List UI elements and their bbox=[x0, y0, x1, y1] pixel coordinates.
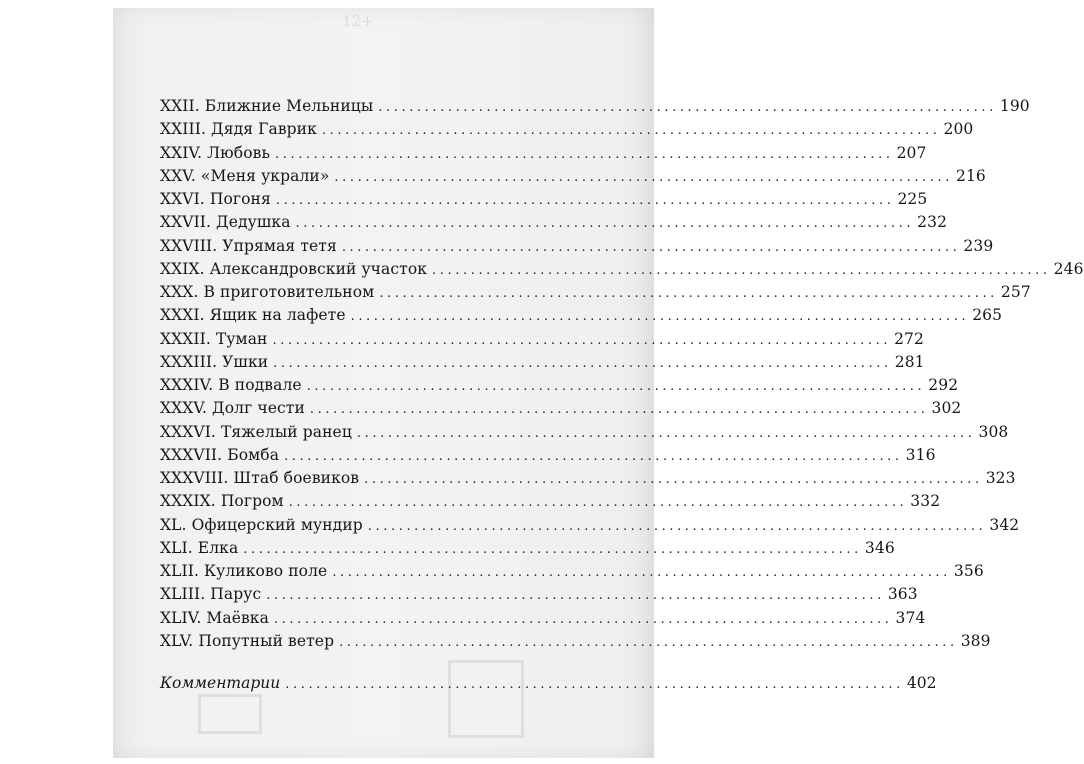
toc-entry-page-number: 207 bbox=[896, 143, 927, 162]
dot-leader: ................................................................................ bbox=[273, 611, 893, 627]
dot-leader: ................................................................................ bbox=[432, 262, 1051, 278]
dot-leader: ................................................................................ bbox=[309, 402, 929, 418]
dot-leader: ................................................................................ bbox=[321, 123, 941, 139]
dot-leader: ................................................................................ bbox=[273, 355, 892, 371]
dot-leader: ................................................................................ bbox=[350, 309, 970, 325]
dot-leader: ................................................................................ bbox=[378, 100, 997, 115]
toc-entry-title: XXXVI. Тяжелый ранец bbox=[160, 422, 352, 441]
toc-entry[interactable] bbox=[160, 120, 974, 143]
toc-entry[interactable] bbox=[160, 306, 1003, 329]
toc-entry[interactable] bbox=[160, 492, 941, 515]
toc-entry-title: XLI. Елка bbox=[160, 538, 239, 557]
toc-entry-title: XXXIV. В подвале bbox=[160, 376, 302, 394]
toc-entry-page-number: 402 bbox=[906, 674, 937, 692]
toc-entry-title: XLV. Попутный ветер bbox=[160, 631, 335, 650]
dot-leader: ................................................................................ bbox=[341, 239, 961, 255]
toc-entry-title: XXXV. Долг чести bbox=[160, 399, 305, 418]
dot-leader: ................................................................................ bbox=[332, 565, 951, 580]
toc-entry[interactable] bbox=[160, 352, 925, 376]
toc-entry[interactable] bbox=[160, 213, 948, 236]
toc-entry-page-number: 216 bbox=[956, 166, 986, 185]
toc-entry-title: XXVI. Погоня bbox=[160, 190, 271, 208]
toc-entry-page-number: 281 bbox=[894, 352, 925, 371]
toc-entry[interactable] bbox=[160, 445, 936, 469]
toc-entry-page-number: 323 bbox=[985, 469, 1016, 487]
toc-entry-title: XXXVIII. Штаб боевиков bbox=[160, 469, 360, 487]
toc-entry-title: Комментарии bbox=[160, 674, 281, 692]
toc-entry[interactable] bbox=[160, 190, 928, 213]
toc-entry[interactable] bbox=[160, 422, 1009, 446]
toc-entry[interactable] bbox=[160, 283, 1031, 306]
dot-leader: ................................................................................ bbox=[275, 193, 895, 208]
toc-entry-page-number: 292 bbox=[928, 376, 959, 394]
toc-entry-title: XXIX. Александровский участок bbox=[160, 259, 428, 278]
dot-leader: ................................................................................ bbox=[306, 379, 926, 394]
toc-entry-title: XXX. В приготовительном bbox=[160, 283, 375, 301]
toc-entry-title: XXVIII. Упрямая тетя bbox=[160, 236, 337, 255]
toc-entry[interactable] bbox=[160, 608, 926, 632]
toc-entry-page-number: 316 bbox=[905, 445, 936, 464]
toc-entry[interactable] bbox=[160, 469, 1016, 492]
toc-entry[interactable] bbox=[160, 631, 991, 655]
toc-entry[interactable] bbox=[160, 97, 1030, 120]
show-through-barcode-mark bbox=[198, 694, 262, 734]
dot-leader: ................................................................................ bbox=[275, 146, 894, 162]
toc-entry[interactable] bbox=[160, 166, 986, 190]
dot-leader: ................................................................................ bbox=[367, 518, 987, 534]
toc-entry-title: XLIV. Маёвка bbox=[160, 608, 269, 627]
dot-leader: ................................................................................ bbox=[266, 588, 885, 604]
toc-entry[interactable] bbox=[160, 399, 962, 422]
dot-leader: ................................................................................ bbox=[284, 448, 903, 464]
toc-entry-page-number: 342 bbox=[989, 515, 1020, 534]
show-through-logo-mark bbox=[448, 660, 524, 738]
dot-leader: ................................................................................ bbox=[243, 541, 862, 557]
toc-entry-title: XXXI. Ящик на лафете bbox=[160, 306, 346, 325]
toc-entry-page-number: 225 bbox=[897, 190, 928, 208]
toc-entry-page-number: 257 bbox=[1000, 283, 1031, 301]
toc-entry-page-number: 302 bbox=[931, 399, 962, 418]
toc-entry-page-number: 265 bbox=[972, 306, 1003, 325]
dot-leader: ................................................................................ bbox=[339, 634, 958, 650]
toc-entry-page-number: 389 bbox=[960, 631, 991, 650]
toc-entry[interactable] bbox=[160, 236, 994, 260]
toc-entry-title: XL. Офицерский мундир bbox=[160, 515, 363, 534]
toc-entry[interactable] bbox=[160, 376, 959, 399]
toc-entry[interactable] bbox=[160, 143, 927, 167]
toc-entry-page-number: 308 bbox=[978, 422, 1009, 441]
toc-entry-title: XXV. «Меня украли» bbox=[160, 166, 330, 185]
toc-entry[interactable] bbox=[160, 259, 1084, 283]
toc-entry-commentary[interactable] bbox=[160, 674, 937, 692]
toc-entry-page-number: 232 bbox=[917, 213, 948, 232]
show-through-age-mark: 12+ bbox=[342, 12, 374, 30]
toc-entry-page-number: 374 bbox=[895, 608, 926, 627]
toc-entry-title: XXXIII. Ушки bbox=[160, 352, 269, 371]
toc-entry-title: XXXII. Туман bbox=[160, 329, 268, 348]
table-of-contents bbox=[160, 97, 1084, 655]
dot-leader: ................................................................................ bbox=[295, 216, 915, 232]
toc-entry-title: XXIII. Дядя Гаврик bbox=[160, 120, 317, 139]
toc-entry[interactable] bbox=[160, 329, 924, 353]
toc-entry[interactable] bbox=[160, 538, 895, 562]
dot-leader: ................................................................................ bbox=[379, 286, 998, 301]
toc-entry-title: XLIII. Парус bbox=[160, 585, 262, 604]
dot-leader: ................................................................................ bbox=[334, 169, 953, 185]
toc-entry[interactable] bbox=[160, 515, 1020, 539]
toc-entry-page-number: 190 bbox=[999, 97, 1030, 115]
dot-leader: ................................................................................ bbox=[288, 495, 908, 511]
dot-leader: ................................................................................ bbox=[285, 677, 904, 692]
toc-entry-title: XXVII. Дедушка bbox=[160, 213, 291, 232]
toc-entry-page-number: 356 bbox=[953, 562, 984, 580]
toc-entry-page-number: 239 bbox=[963, 236, 994, 255]
toc-entry[interactable] bbox=[160, 562, 984, 585]
toc-entry-title: XXXVII. Бомба bbox=[160, 445, 280, 464]
dot-leader: ................................................................................ bbox=[356, 425, 976, 441]
toc-entry-page-number: 346 bbox=[864, 538, 895, 557]
dot-leader: ................................................................................ bbox=[272, 332, 892, 348]
toc-entry-page-number: 363 bbox=[887, 585, 918, 604]
toc-entry-title: XXIV. Любовь bbox=[160, 143, 270, 162]
toc-entry-title: XLII. Куликово поле bbox=[160, 562, 328, 580]
toc-entry-title: XXII. Ближние Мельницы bbox=[160, 97, 374, 115]
toc-entry-page-number: 246 bbox=[1053, 259, 1084, 278]
toc-entry-page-number: 272 bbox=[894, 329, 924, 348]
dot-leader: ................................................................................ bbox=[364, 472, 983, 487]
toc-entry-page-number: 200 bbox=[943, 120, 974, 139]
toc-entry-title: XXXIX. Погром bbox=[160, 492, 284, 511]
toc-entry[interactable] bbox=[160, 585, 918, 608]
toc-entry-page-number: 332 bbox=[910, 492, 941, 511]
